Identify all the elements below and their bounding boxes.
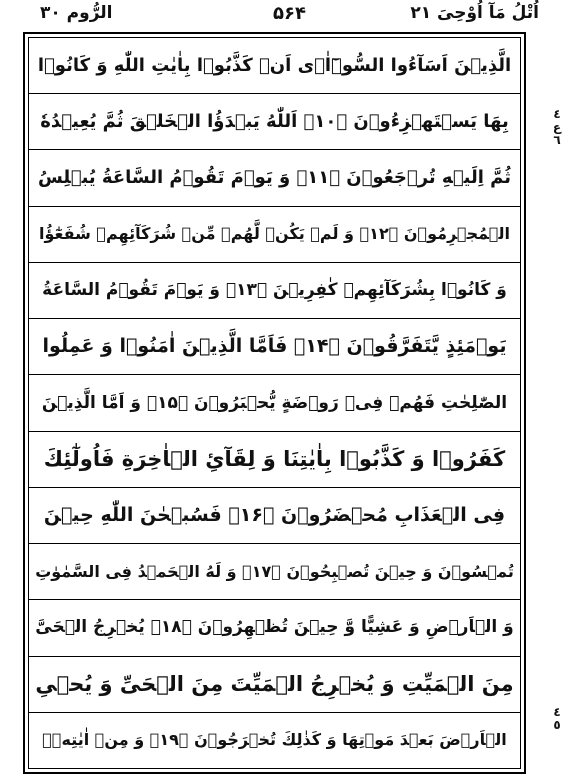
line-text: الۡمُجۡرِمُوۡنَ ﴿۱۲﴾ وَ لَمۡ یَكُنۡ لَّهُمۡ مِّنۡ شُرَكَآئِهِمۡ شُفَعٰٓؤُا (39, 224, 510, 244)
margin-marker-bottom (543, 706, 571, 732)
margin-marker-top (543, 108, 571, 147)
line-text: كَفَرُوۡا وَ كَذَّبُوۡا بِاٰیٰتِنَا وَ لِقَآئِ الۡاٰخِرَةِ فَاُولٰٓئِكَ (43, 446, 506, 471)
margin-mark: ع (552, 120, 562, 134)
juz-name: اُتْلُ مَآ اُوْحِیَ ۲۱ (410, 3, 539, 23)
line-text: الَّذِیۡنَ اَسَآءُوا السُّوۡٓاٰۤی اَنۡ كَذَّبُوۡا بِاٰیٰتِ اللّٰهِ وَ كَانُوۡا (37, 54, 512, 76)
page-number: ۵۶۴ (273, 3, 306, 24)
surah-name: الرُّوم ۳۰ (40, 3, 113, 23)
text-line (29, 488, 520, 544)
line-text: فِی الۡعَذَابِ مُحۡضَرُوۡنَ ﴿۱۶﴾ فَسُبۡحٰنَ اللّٰهِ حِیۡنَ (43, 503, 506, 526)
text-line (29, 150, 520, 206)
text-line (29, 657, 520, 713)
text-line (29, 375, 520, 431)
text-line (29, 94, 520, 150)
margin-mark: ٤ (553, 107, 561, 121)
text-line (29, 544, 520, 600)
text-line (29, 600, 520, 656)
text-line (29, 38, 520, 94)
margin-mark: ٦ (553, 133, 561, 147)
margin-mark: ٤ (553, 705, 561, 719)
line-text: بِهَا یَسۡتَهۡزِءُوۡنَ ﴿۱۰﴾ اَللّٰهُ یَبۡدَؤُا الۡخَلۡقَ ثُمَّ یُعِیۡدُهٗ (40, 110, 509, 132)
line-text: الصّٰلِحٰتِ فَهُمۡ فِیۡ رَوۡضَةٍ یُّحۡبَرُوۡنَ ﴿۱۵﴾ وَ اَمَّا الَّذِیۡنَ (41, 392, 508, 413)
text-line (29, 263, 520, 319)
line-text: یَوۡمَئِذٍ یَّتَفَرَّقُوۡنَ ﴿۱۴﴾ فَاَمَّا الَّذِیۡنَ اٰمَنُوۡا وَ عَمِلُوا (42, 335, 507, 358)
line-text: تُمۡسُوۡنَ وَ حِیۡنَ تُصۡبِحُوۡنَ ﴿۱۷﴾ وَ لَهُ الۡحَمۡدُ فِی السَّمٰوٰتِ (35, 561, 514, 581)
page-header (0, 0, 579, 30)
text-lines (28, 37, 521, 769)
line-text: وَ كَانُوۡا بِشُرَكَآئِهِمۡ كٰفِرِیۡنَ ﴿۱۳﴾ وَ یَوۡمَ تَقُوۡمُ السَّاعَةُ (42, 280, 507, 301)
line-text: وَ الۡاَرۡضِ وَ عَشِیًّا وَّ حِیۡنَ تُظۡهِرُوۡنَ ﴿۱۸﴾ یُخۡرِجُ الۡحَیَّ (35, 617, 514, 638)
line-text: الۡاَرۡضَ بَعۡدَ مَوۡتِهَا وَ كَذٰلِكَ تُخۡرَجُوۡنَ ﴿۱۹﴾ وَ مِنۡ اٰیٰتِهٖۤ (42, 730, 507, 750)
text-line (29, 319, 520, 375)
text-frame (23, 32, 526, 774)
line-text: مِنَ الۡمَیِّتِ وَ یُخۡرِجُ الۡمَیِّتَ مِنَ الۡحَیِّ وَ یُحۡیِ (35, 671, 514, 696)
text-line (29, 713, 520, 768)
line-text: ثُمَّ اِلَیۡهِ تُرۡجَعُوۡنَ ﴿۱۱﴾ وَ یَوۡمَ تَقُوۡمُ السَّاعَةُ یُبۡلِسُ (37, 167, 512, 189)
margin-mark: ٥ (553, 718, 561, 732)
text-line (29, 207, 520, 263)
text-line (29, 432, 520, 488)
